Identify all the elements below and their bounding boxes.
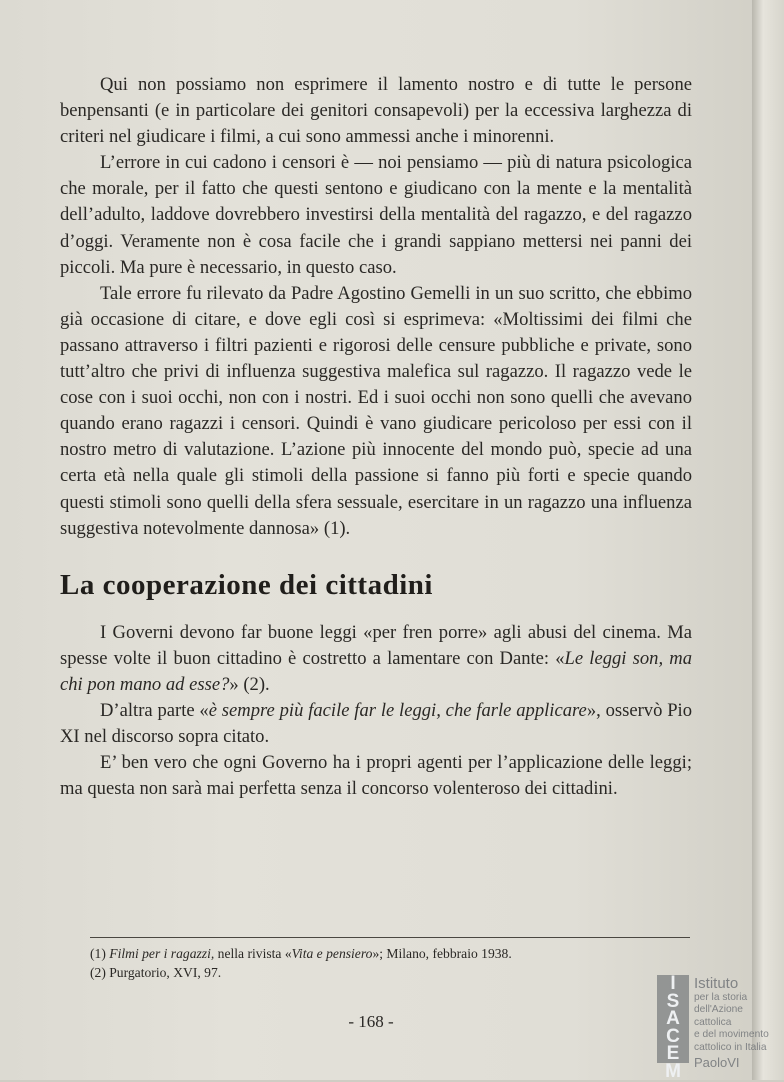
footnote-journal: Vita e pensiero [291,946,373,961]
paragraph: E’ ben vero che ogni Governo ha i propri agenti per l’applicazione delle leggi; ma questa non sarà mai perfetta senza il concorso volenteroso dei cittadini. [60,752,692,800]
main-text [60,72,692,802]
paragraph: Qui non possiamo non esprimere il lamento nostro e di tutte le persone benpensanti (e in particolare dei genitori consapevoli) per la eccessiva larghezza di criteri nel giudicare i filmi, a cui sono ammessi anche i minorenni. [60,74,692,148]
paragraph-text: » (2). [229,673,270,695]
footnote-text: »; Milano, febbraio 1938. [372,946,512,961]
pius-quote: è sempre più facile far le leggi, che farle applicare [208,699,587,721]
footnote-text: nella rivista « [214,946,292,961]
watermark-text [694,975,782,1071]
paragraph-text: D’altra parte « [100,699,209,721]
footnote-2: (2) Purgatorio, XVI, 97. [90,965,222,980]
paragraph: Tale errore fu rilevato da Padre Agostino Gemelli in un suo scritto, che ebbimo già occasione di citare, e dove egli così si esprimeva: «Moltissimi dei filmi che passano attraverso i filtri pazienti e rigorosi delle censure pubbliche e private, sono tutt’altro che privi di influenza suggestiva malefica sul ragazzo. Il ragazzo vede le cose con i suoi occhi, non con i nostri. Ed i suoi occhi non sono quelli che avevano quando erano ragazzi i censori. Quindi è vano giudicare pericoloso per essi con il nostro metro di valutazione. L’azione più innocente del mondo può, specie ad una certa età nella quale gli stimoli della passione si fanno più forti e specie quando questi stimoli sono quelli della sfera sessuale, esercitare in un ragazzo una influenza suggestiva notevolmente dannosa» (1). [60,282,692,539]
section-heading: La cooperazione dei cittadini [60,568,433,601]
paragraph-text: », osservò Pio XI nel discorso sopra citato. [60,699,692,748]
watermark-line: cattolico in Italia [694,1041,767,1053]
footnote-1 [90,944,690,963]
page-number: - 168 - [348,1012,394,1031]
isacem-logo-icon: I S A C E M [657,975,689,1063]
dante-quote: Le leggi son, ma chi pon mano ad esse? [60,647,692,695]
watermark-line: Istituto [694,975,739,992]
watermark-line: e del movimento [694,1029,769,1041]
watermark-line: per la storia [694,992,748,1003]
footnotes [90,937,690,982]
watermark-line: dell'Azione cattolica [694,1004,743,1028]
paragraph [60,620,692,698]
paragraph: L’errore in cui cadono i censori è — noi pensiamo — più di natura psicologica che morale, per il fatto che questi sentono e giudicano con la mente e la mentalità dell’adulto, laddove dovrebbero investirsi della mentalità del ragazzo, e del ragazzo d’oggi. Veramente non è cosa facile che i grandi sappiano mettersi nei panni dei piccoli. Ma pure è necessario, in questo caso. [60,152,692,278]
watermark-line: PaoloVI [694,1055,740,1071]
paragraph [60,698,692,750]
institute-watermark [657,973,782,1082]
footnote-title: Filmi per i ragazzi, [109,946,215,961]
footnote-number: (1) [90,946,106,961]
paragraph-text: I Governi devono far buone leggi «per fren porre» agli abusi del cinema. Ma spesse volte il buon cittadino è costretto a lamentare con Dante: « [60,621,692,669]
page-edge [752,0,784,1080]
